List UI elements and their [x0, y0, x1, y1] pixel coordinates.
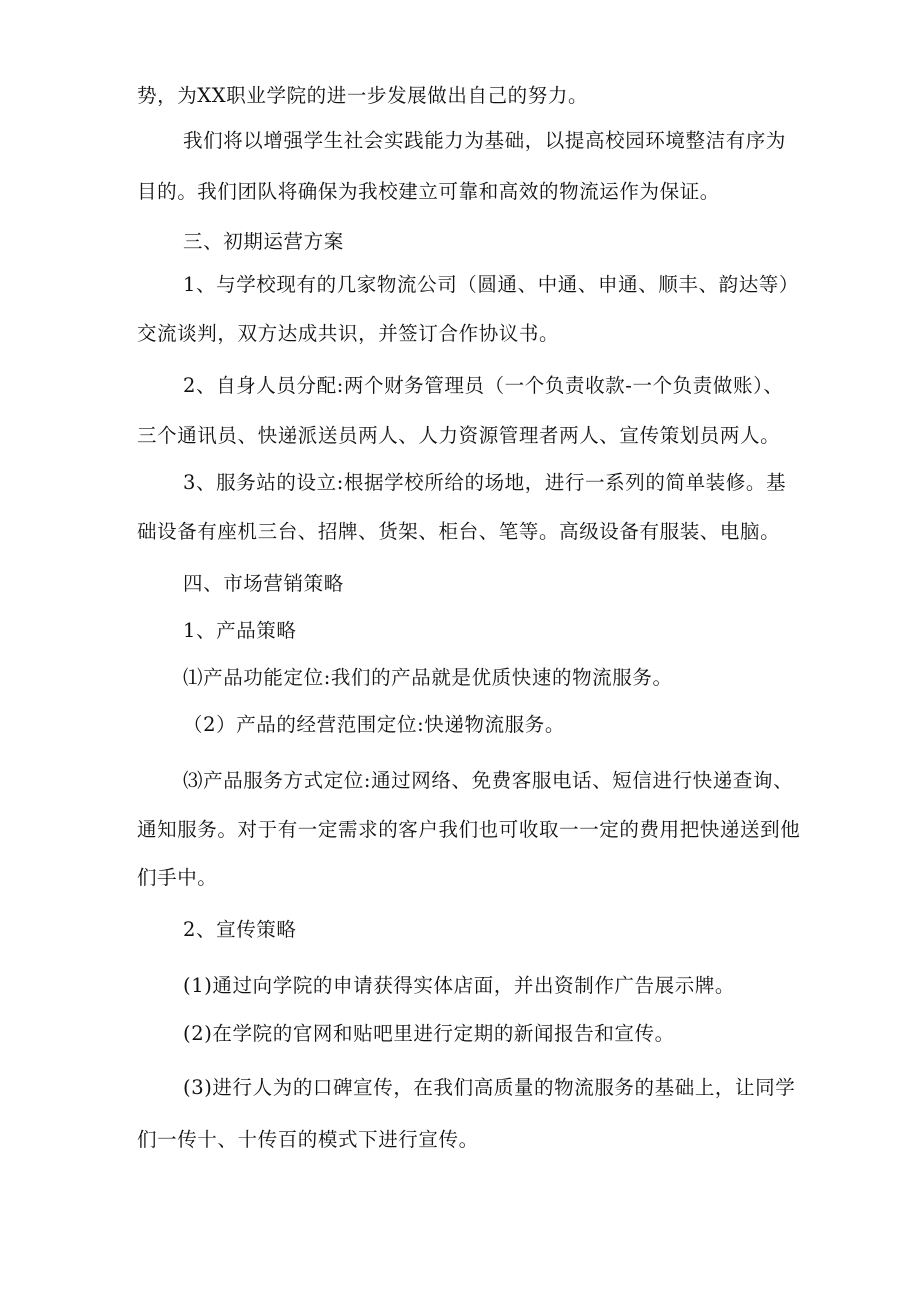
paragraph-line: 三个通讯员、快递派送员两人、人力资源管理者两人、宣传策划员两人。	[137, 424, 781, 447]
subsection-heading: 1、产品策略	[183, 619, 297, 642]
paragraph-line: 2、自身人员分配:两个财务管理员（一个负责收款-一个负责做账）、	[183, 374, 784, 397]
section-heading: 四、市场营销策略	[183, 572, 344, 595]
paragraph-line: 交流谈判，双方达成共识，并签订合作协议书。	[137, 322, 560, 345]
paragraph-line: 础设备有座机三台、招牌、货架、柜台、笔等。高级设备有服装、电脑。	[137, 520, 781, 543]
list-item: 通知服务。对于有一定需求的客户我们也可收取一一定的费用把快递送到他	[137, 818, 801, 841]
list-item: ⑴产品功能定位:我们的产品就是优质快速的物流服务。	[183, 666, 673, 689]
list-item: (3)进行人为的口碑宣传，在我们高质量的物流服务的基础上，让同学	[183, 1076, 796, 1099]
list-item: (1)通过向学院的申请获得实体店面，并出资制作广告展示牌。	[183, 974, 736, 997]
paragraph-line: 势，为XX职业学院的进一步发展做出自己的努力。	[137, 84, 589, 107]
list-item: 们一传十、十传百的模式下进行宣传。	[137, 1128, 479, 1151]
paragraph-line: 3、服务站的设立:根据学校所给的场地，进行一系列的简单装修。基	[183, 471, 787, 494]
paragraph-line: 目的。我们团队将确保为我校建立可靠和高效的物流运作为保证。	[137, 180, 720, 203]
paragraph-line: 我们将以增强学生社会实践能力为基础，以提高校园环境整洁有序为	[183, 129, 787, 152]
list-item: 们手中。	[137, 866, 218, 889]
list-item: (2)在学院的官网和贴吧里进行定期的新闻报告和宣传。	[183, 1022, 675, 1045]
list-item: （2）产品的经营范围定位:快递物流服务。	[183, 713, 565, 736]
paragraph-line: 1、与学校现有的几家物流公司（圆通、中通、申通、顺丰、韵达等）	[183, 273, 800, 296]
subsection-heading: 2、宣传策略	[183, 918, 297, 941]
section-heading: 三、初期运营方案	[183, 230, 344, 253]
list-item: ⑶产品服务方式定位:通过网络、免费客服电话、短信进行快递查询、	[183, 769, 794, 792]
